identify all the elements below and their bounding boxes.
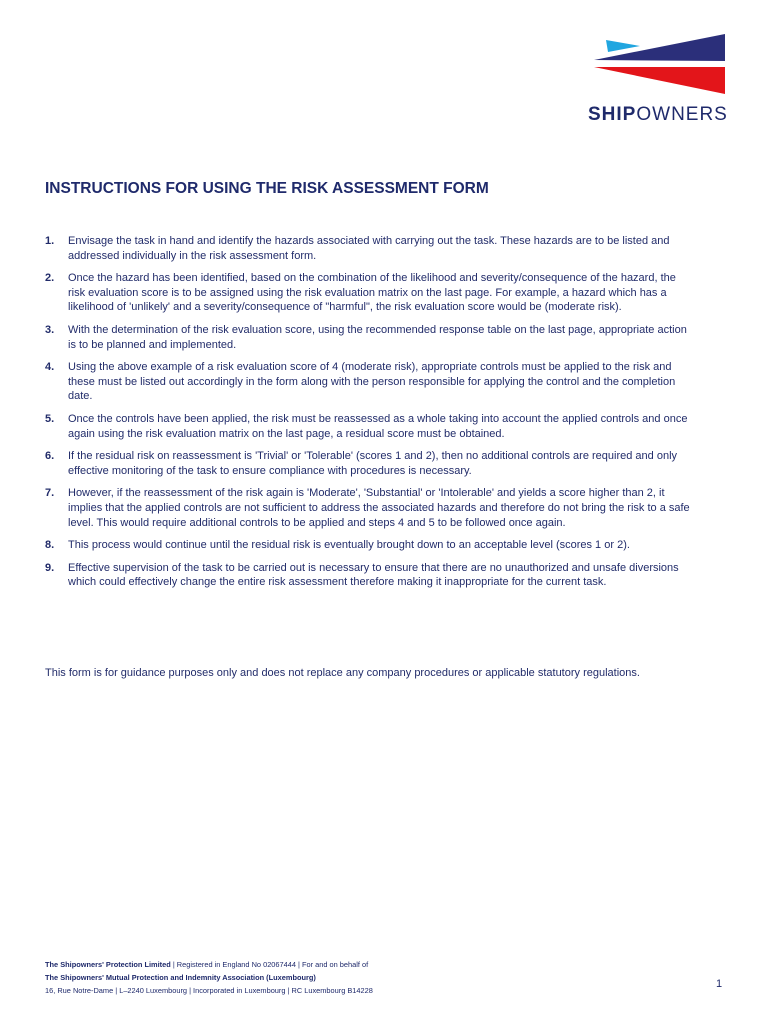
footer-association: The Shipowners' Mutual Protection and Indemnity Association (Luxembourg) (45, 973, 316, 982)
item-number: 1. (45, 235, 55, 247)
item-number: 9. (45, 561, 55, 574)
brand-wordmark (588, 104, 734, 126)
item-number: 2. (45, 272, 55, 285)
item-text: With the determination of the risk evaluation score, using the recommended response table on the last page, appropriate action is to be planned and implemented. (68, 323, 687, 351)
list-item (45, 486, 695, 530)
footer (45, 958, 373, 997)
page-number: 1 (716, 978, 723, 990)
footer-company: The Shipowners' Protection Limited (45, 960, 171, 969)
list-item (45, 271, 695, 315)
footer-address: 16, Rue Notre-Dame | L–2240 Luxembourg | Incorporated in Luxembourg | RC Luxembourg B14228 (45, 986, 373, 995)
list-item (45, 561, 695, 590)
item-text: Using the above example of a risk evaluation score of 4 (moderate risk), appropriate controls must be applied to the risk and these must be listed out accordingly in the form along with the person responsible for applying the control and the completion date. (68, 361, 676, 403)
item-number: 7. (45, 487, 55, 500)
footer-line-2 (45, 971, 373, 984)
item-text: Effective supervision of the task to be carried out is necessary to ensure that there are no unauthorized and unsafe diversions which could effectively change the entire risk assessment therefore making it inappropriate for the current task. (68, 561, 679, 589)
item-text: This process would continue until the residual risk is eventually brought down to an acceptable level (scores 1 or 2). (68, 539, 630, 552)
flag-logo-icon (588, 32, 738, 96)
item-number: 5. (45, 412, 55, 425)
brand-light: OWNERS (636, 104, 728, 125)
item-number: 3. (45, 323, 55, 336)
item-number: 4. (45, 361, 55, 374)
footer-line-1 (45, 958, 373, 971)
item-number: 8. (45, 539, 55, 552)
list-item (45, 412, 695, 441)
item-text: However, if the reassessment of the risk again is 'Moderate', 'Substantial' or 'Intolerable' and yields a score higher than 2, it implies that the applied controls are not sufficient to address the associated hazards and therefore do not bring the risk to a safe level. This would require additional controls to be applied and steps 4 and 5 to be followed once again. (68, 487, 690, 529)
list-item (45, 360, 695, 404)
guidance-note: This form is for guidance purposes only and does not replace any company procedures or applicable statutory regulations. (45, 667, 640, 679)
instruction-list (45, 234, 695, 598)
item-number: 6. (45, 450, 55, 463)
page-title: INSTRUCTIONS FOR USING THE RISK ASSESSMENT FORM (45, 180, 489, 197)
item-text: If the residual risk on reassessment is 'Trivial' or 'Tolerable' (scores 1 and 2), then no additional controls are required and only effective monitoring of the task to ensure compliance with procedures is necessary. (68, 450, 678, 477)
logo-cyan-shape (606, 40, 640, 52)
footer-registration: | Registered in England No 02067444 | For and on behalf of (170, 960, 369, 969)
list-item (45, 449, 695, 478)
logo-red-shape (594, 67, 725, 94)
item-text: Once the hazard has been identified, based on the combination of the likelihood and severity/consequence of the hazard, the risk evaluation score is to be assigned using the risk evaluation matrix on the last page. For example, a hazard which has a likelihood of 'unlikely' and a severity/consequence of "harmful", the risk evaluation score would be (moderate risk). (68, 272, 676, 314)
list-item (45, 323, 695, 352)
list-item (45, 538, 695, 553)
list-item (45, 234, 695, 263)
item-text: Once the controls have been applied, the risk must be reassessed as a whole taking into account the applied controls and once again using the risk evaluation matrix on the last page, a residual score must be obtained. (68, 412, 688, 440)
brand-bold: SHIP (588, 104, 637, 125)
item-text: Envisage the task in hand and identify the hazards associated with carrying out the task. These hazards are to be listed and addressed individually in the risk assessment form. (68, 235, 670, 262)
shipowners-logo (588, 32, 738, 124)
